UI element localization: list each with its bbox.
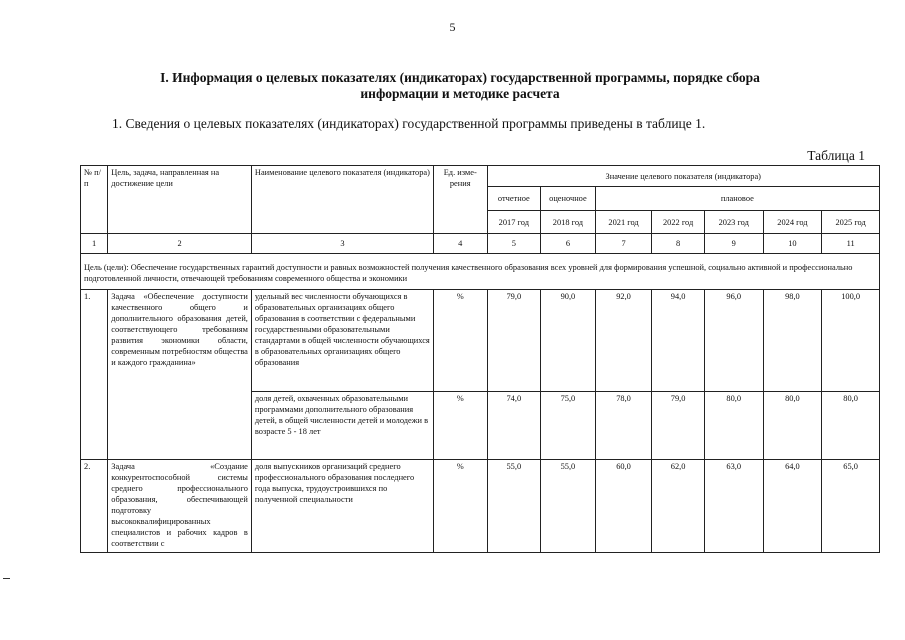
indicator-value: 80,0	[763, 392, 822, 460]
page-number: 5	[449, 20, 456, 34]
section-heading: I. Информация о целевых показателях (индикаторах) государственной программы, порядке сбора информации и методике расчета	[160, 70, 760, 101]
header-reported: отчетное	[487, 187, 541, 211]
indicator-unit: %	[433, 460, 487, 553]
indicator-value: 60,0	[595, 460, 652, 553]
column-number: 4	[433, 234, 487, 254]
indicator-name: доля выпускников организаций среднего профессионального образования последнего года выпуска, трудоустроившихся по полученной специальности	[251, 460, 433, 553]
task-number: 2.	[81, 460, 108, 553]
column-number: 7	[595, 234, 652, 254]
header-value-group: Значение целевого показателя (индикатора)	[487, 166, 879, 187]
header-year: 2024 год	[763, 211, 822, 234]
intro-paragraph: 1. Сведения о целевых показателях (индикаторах) государственной программы приведены в таблице 1.	[112, 116, 706, 131]
header-unit: Ед. изме-рения	[433, 166, 487, 234]
header-indicator: Наименование целевого показателя (индикатора)	[251, 166, 433, 234]
indicators-table	[80, 165, 880, 553]
header-year: 2022 год	[652, 211, 705, 234]
column-number: 9	[704, 234, 763, 254]
table-caption: Таблица 1	[807, 148, 865, 163]
indicator-value: 79,0	[652, 392, 705, 460]
column-number: 8	[652, 234, 705, 254]
margin-mark	[3, 578, 10, 579]
goal-row: Цель (цели): Обеспечение государственных гарантий доступности и равных возможностей получения качественного образования всех уровней для формирования успешной, социально активной и профессионально подготовленной личности, отвечающей требованиям современного общества и экономики	[81, 254, 880, 290]
column-number: 1	[81, 234, 108, 254]
column-number: 5	[487, 234, 541, 254]
indicator-value: 79,0	[487, 290, 541, 392]
task-number: 1.	[81, 290, 108, 460]
indicator-value: 96,0	[704, 290, 763, 392]
column-number: 2	[108, 234, 252, 254]
task-text: Задача «Обеспечение доступности качественного общего и дополнительного образования детей, соответствующего требованиям развития экономики области, современным потребностям общества и каждого гражданина»	[108, 290, 252, 460]
indicator-value: 94,0	[652, 290, 705, 392]
indicator-value: 75,0	[541, 392, 596, 460]
indicator-value: 62,0	[652, 460, 705, 553]
indicator-unit: %	[433, 290, 487, 392]
indicator-value: 100,0	[822, 290, 880, 392]
column-number: 10	[763, 234, 822, 254]
header-year: 2021 год	[595, 211, 652, 234]
indicator-value: 55,0	[541, 460, 596, 553]
header-planned: плановое	[595, 187, 879, 211]
indicator-value: 78,0	[595, 392, 652, 460]
indicator-value: 80,0	[822, 392, 880, 460]
column-number: 11	[822, 234, 880, 254]
indicator-value: 90,0	[541, 290, 596, 392]
indicator-name: доля детей, охваченных образовательными программами дополнительного образования детей, в общей численности детей и молодежи в возрасте 5 - 18 лет	[251, 392, 433, 460]
header-year: 2018 год	[541, 211, 596, 234]
indicator-value: 65,0	[822, 460, 880, 553]
indicator-value: 64,0	[763, 460, 822, 553]
header-estimated: оценочное	[541, 187, 596, 211]
indicator-value: 80,0	[704, 392, 763, 460]
header-goal: Цель, задача, направленная на достижение цели	[108, 166, 252, 234]
header-year: 2025 год	[822, 211, 880, 234]
indicator-value: 98,0	[763, 290, 822, 392]
indicator-value: 74,0	[487, 392, 541, 460]
indicator-value: 55,0	[487, 460, 541, 553]
indicator-name: удельный вес численности обучающихся в образовательных организациях общего образования в соответствии с федеральными государственными образовательными стандартами в общей численности обучающихся в образовательных организациях общего образования	[251, 290, 433, 392]
task-text: Задача «Создание конкурентоспособной системы среднего профессионального образования, обеспечивающей подготовку высококвалифицированных специалистов и рабочих кадров в соответствии с	[108, 460, 252, 553]
column-number: 3	[251, 234, 433, 254]
indicator-value: 63,0	[704, 460, 763, 553]
header-num: № п/п	[81, 166, 108, 234]
header-year: 2017 год	[487, 211, 541, 234]
column-number: 6	[541, 234, 596, 254]
header-year: 2023 год	[704, 211, 763, 234]
indicator-unit: %	[433, 392, 487, 460]
indicator-value: 92,0	[595, 290, 652, 392]
